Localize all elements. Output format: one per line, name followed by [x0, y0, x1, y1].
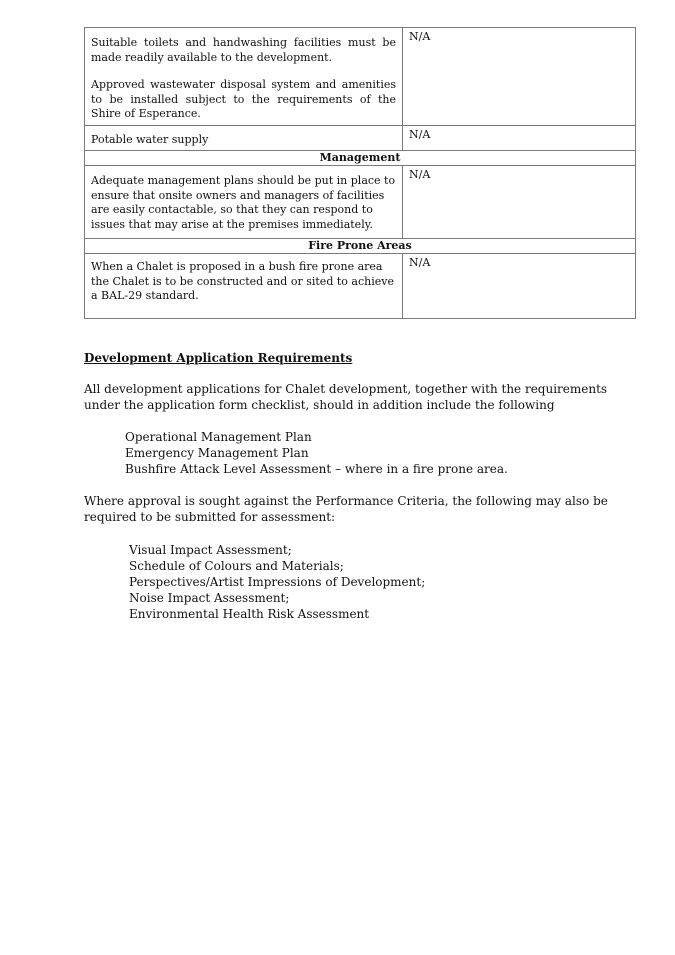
fire-prone-heading: Fire Prone Areas: [85, 239, 636, 254]
response-cell: N/A: [403, 166, 636, 239]
requirement-text: When a Chalet is proposed in a bush fire prone area the Chalet is to be constructed and or sited to achieve a BAL-29 standard.: [91, 260, 394, 302]
requirement-cell: [85, 125, 403, 151]
list-item: Environmental Health Risk Assessment: [129, 607, 370, 621]
requirement-cell: [85, 28, 403, 126]
response-cell: N/A: [403, 254, 636, 319]
list-item: Noise Impact Assessment;: [129, 591, 290, 605]
list-item: Emergency Management Plan: [125, 446, 309, 460]
section-header-row: [85, 239, 636, 254]
response-cell: N/A: [403, 28, 636, 126]
section-header-row: [85, 151, 636, 166]
requirement-text: Approved wastewater disposal system and amenities to be installed subject to the requirements of the Shire of Esperance.: [91, 78, 396, 120]
list-item: Schedule of Colours and Materials;: [129, 559, 344, 573]
response-cell: N/A: [403, 125, 636, 151]
requirement-text: Potable water supply: [91, 132, 209, 146]
requirement-cell: [85, 254, 403, 319]
requirements-table: [84, 27, 636, 319]
table-row: [85, 125, 636, 151]
intro-paragraph: All development applications for Chalet development, together with the requirements under the application form checklist, should in addition include the following: [84, 382, 608, 412]
required-documents-list: [125, 429, 625, 477]
section-heading: Development Application Requirements: [84, 351, 353, 365]
list-item: Visual Impact Assessment;: [129, 543, 292, 557]
performance-documents-list: [129, 542, 629, 622]
list-item: Bushfire Attack Level Assessment – where in a fire prone area.: [125, 462, 508, 476]
table-row: [85, 254, 636, 319]
list-item: Operational Management Plan: [125, 430, 312, 444]
table-row: [85, 166, 636, 239]
table-row: [85, 28, 636, 126]
requirement-text: Adequate management plans should be put in place to ensure that onsite owners and managers of facilities are easily contactable, so that they can respond to issues that may arise at the premises immediately.: [91, 174, 396, 231]
list-item: Perspectives/Artist Impressions of Development;: [129, 575, 426, 589]
requirement-text: Suitable toilets and handwashing facilities must be made readily available to the development.: [91, 36, 396, 64]
management-heading: Management: [85, 151, 636, 166]
performance-paragraph: Where approval is sought against the Performance Criteria, the following may also be required to be submitted for assessment:: [84, 494, 608, 524]
requirement-cell: [85, 166, 403, 239]
